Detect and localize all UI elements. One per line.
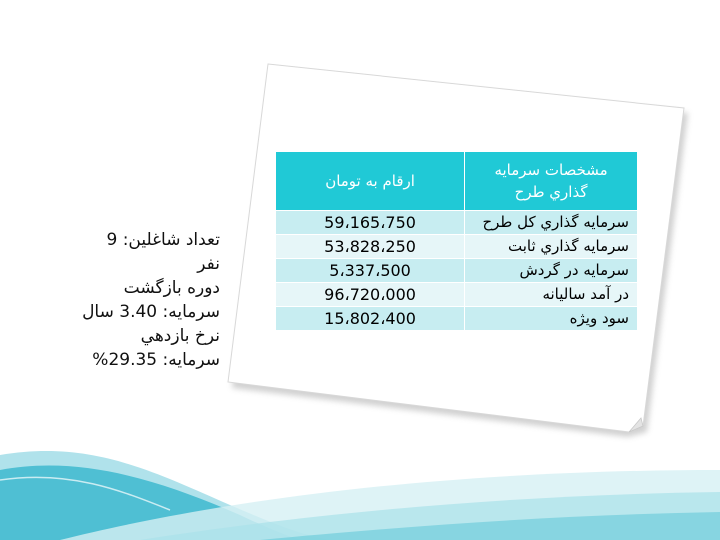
table-row	[276, 307, 638, 331]
header-amounts: ارقام به تومان	[276, 152, 465, 211]
summary-employees: تعداد شاغلين: 9	[106, 230, 220, 250]
summary-employees-unit: نفر	[197, 254, 220, 274]
table-row	[276, 211, 638, 235]
row-value: 5،337،500	[276, 259, 465, 283]
summary-payback-label: دوره بازگشت	[123, 278, 220, 298]
row-value: 15،802،400	[276, 307, 465, 331]
row-label: سود ويژه	[465, 307, 638, 331]
header-specifications: مشخصات سرمايه گذاري طرح	[465, 152, 638, 211]
table-header-row	[276, 152, 638, 211]
row-label: سرمايه گذاري كل طرح	[465, 211, 638, 235]
row-value: 59،165،750	[276, 211, 465, 235]
row-label: در آمد ساليانه	[465, 283, 638, 307]
summary-return-label: نرخ بازدهي	[140, 326, 220, 346]
summary-payback-value: سرمايه: 3.40 سال	[82, 302, 220, 322]
summary-return-value: سرمايه: 29.35%	[92, 350, 220, 370]
row-label: سرمايه در گردش	[465, 259, 638, 283]
project-summary	[40, 228, 220, 372]
row-value: 53،828،250	[276, 235, 465, 259]
table-row	[276, 283, 638, 307]
row-label: سرمايه گذاري ثابت	[465, 235, 638, 259]
table-row	[276, 259, 638, 283]
row-value: 96،720،000	[276, 283, 465, 307]
table-row	[276, 235, 638, 259]
investment-table	[275, 151, 638, 331]
